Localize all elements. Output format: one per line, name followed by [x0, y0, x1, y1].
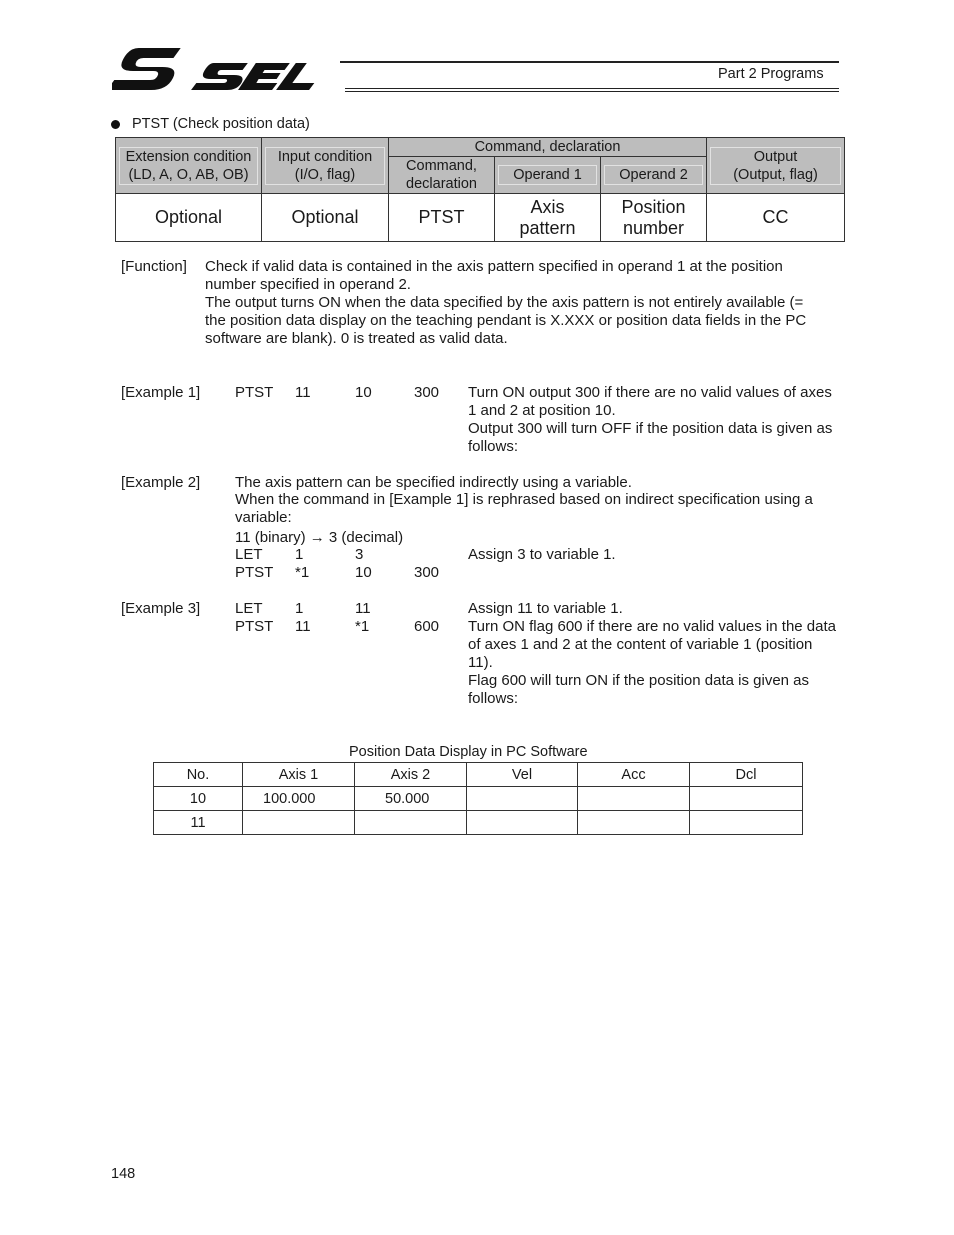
example2-op2: 3 — [355, 546, 364, 563]
part-label: Part 2 Programs — [718, 66, 824, 82]
table-cell — [578, 787, 690, 811]
column-header: Dcl — [690, 763, 803, 787]
function-line: number specified in operand 2. — [205, 276, 411, 293]
table-cell — [355, 811, 467, 835]
header-command-group: Command, declaration — [389, 138, 707, 157]
function-line: The output turns ON when the data specified by the axis pattern is not entirely available (= — [205, 294, 804, 311]
value-extension-condition: Optional — [116, 194, 262, 242]
example2-op1: 1 — [295, 546, 304, 563]
column-header: Acc — [578, 763, 690, 787]
example3-cmd: LET — [235, 600, 263, 617]
example2-op1: *1 — [295, 564, 310, 581]
header-rule-bottom — [345, 88, 839, 89]
table-row — [154, 811, 803, 835]
example2-out: 300 — [414, 564, 440, 581]
value-operand1: Axis pattern — [495, 194, 601, 242]
example3-cmd: PTST — [235, 618, 274, 635]
table-header-row — [154, 763, 803, 787]
function-line: the position data display on the teaching pendant is X.XXX or position data fields in the PC — [205, 312, 807, 329]
table-cell: 11 — [154, 811, 243, 835]
example2-line: When the command in [Example 1] is rephrased based on indirect specification using a — [235, 491, 813, 508]
table-cell — [467, 811, 578, 835]
example3-op1: 11 — [295, 618, 311, 635]
example3-comment: Turn ON flag 600 if there are no valid values in the data — [468, 618, 836, 635]
table-cell — [690, 811, 803, 835]
position-data-table — [153, 762, 803, 835]
example1-label: [Example 1] — [121, 384, 201, 401]
command-table — [115, 137, 845, 242]
example3-comment: 11). — [468, 654, 493, 671]
header-operand2: Operand 2 — [601, 157, 707, 194]
example3-comment: Assign 11 to variable 1. — [468, 600, 623, 617]
function-line: Check if valid data is contained in the axis pattern specified in operand 1 at the position — [205, 258, 783, 275]
function-label: [Function] — [121, 258, 187, 275]
example1-cmd: PTST — [235, 384, 274, 401]
value-input-condition: Optional — [262, 194, 389, 242]
example1-comment: 1 and 2 at position 10. — [468, 402, 616, 419]
example2-cmd: PTST — [235, 564, 274, 581]
example2-cmd: LET — [235, 546, 263, 563]
value-operand2: Position number — [601, 194, 707, 242]
example2-label: [Example 2] — [121, 474, 201, 491]
example1-op2: 10 — [355, 384, 372, 401]
header-operand1: Operand 1 — [495, 157, 601, 194]
example3-comment: follows: — [468, 690, 519, 707]
example3-op2: *1 — [355, 618, 370, 635]
column-header: Vel — [467, 763, 578, 787]
example3-comment: of axes 1 and 2 at the content of variable 1 (position — [468, 636, 813, 653]
example1-comment: follows: — [468, 438, 519, 455]
table-row — [154, 787, 803, 811]
value-output: CC — [707, 194, 845, 242]
function-line: software are blank). 0 is treated as valid data. — [205, 330, 508, 347]
header-extension-condition: Extension condition (LD, A, O, AB, OB) — [116, 138, 262, 194]
example2-conversion: 11 (binary) → 3 (decimal) — [235, 529, 404, 546]
column-header: No. — [154, 763, 243, 787]
table-cell: 100.000 — [243, 787, 355, 811]
section-title: PTST (Check position data) — [132, 116, 310, 132]
example3-out: 600 — [414, 618, 440, 635]
header-rule-top — [340, 61, 839, 63]
table-cell: 50.000 — [355, 787, 467, 811]
header-command: Command, declaration — [389, 157, 495, 194]
header-rule-bottom2 — [345, 91, 839, 92]
position-table-caption: Position Data Display in PC Software — [349, 744, 588, 760]
example3-op2: 11 — [355, 600, 371, 617]
header-input-condition: Input condition (I/O, flag) — [262, 138, 389, 194]
example1-comment: Turn ON output 300 if there are no valid values of axes — [468, 384, 832, 401]
column-header: Axis 1 — [243, 763, 355, 787]
bullet-icon — [111, 120, 120, 129]
table-cell — [578, 811, 690, 835]
page-number: 148 — [111, 1166, 136, 1182]
example1-op1: 11 — [295, 384, 311, 401]
table-cell — [467, 787, 578, 811]
header-output: Output (Output, flag) — [707, 138, 845, 194]
example2-op2: 10 — [355, 564, 372, 581]
example1-comment: Output 300 will turn OFF if the position data is given as — [468, 420, 833, 437]
ssel-logo — [112, 44, 344, 94]
example2-line: The axis pattern can be specified indirectly using a variable. — [235, 474, 632, 491]
example2-comment: Assign 3 to variable 1. — [468, 546, 616, 563]
table-cell: 10 — [154, 787, 243, 811]
table-cell — [243, 811, 355, 835]
example1-out: 300 — [414, 384, 440, 401]
example3-op1: 1 — [295, 600, 304, 617]
example3-comment: Flag 600 will turn ON if the position data is given as — [468, 672, 810, 689]
table-cell — [690, 787, 803, 811]
value-command: PTST — [389, 194, 495, 242]
example3-label: [Example 3] — [121, 600, 201, 617]
example2-line: variable: — [235, 509, 292, 526]
column-header: Axis 2 — [355, 763, 467, 787]
